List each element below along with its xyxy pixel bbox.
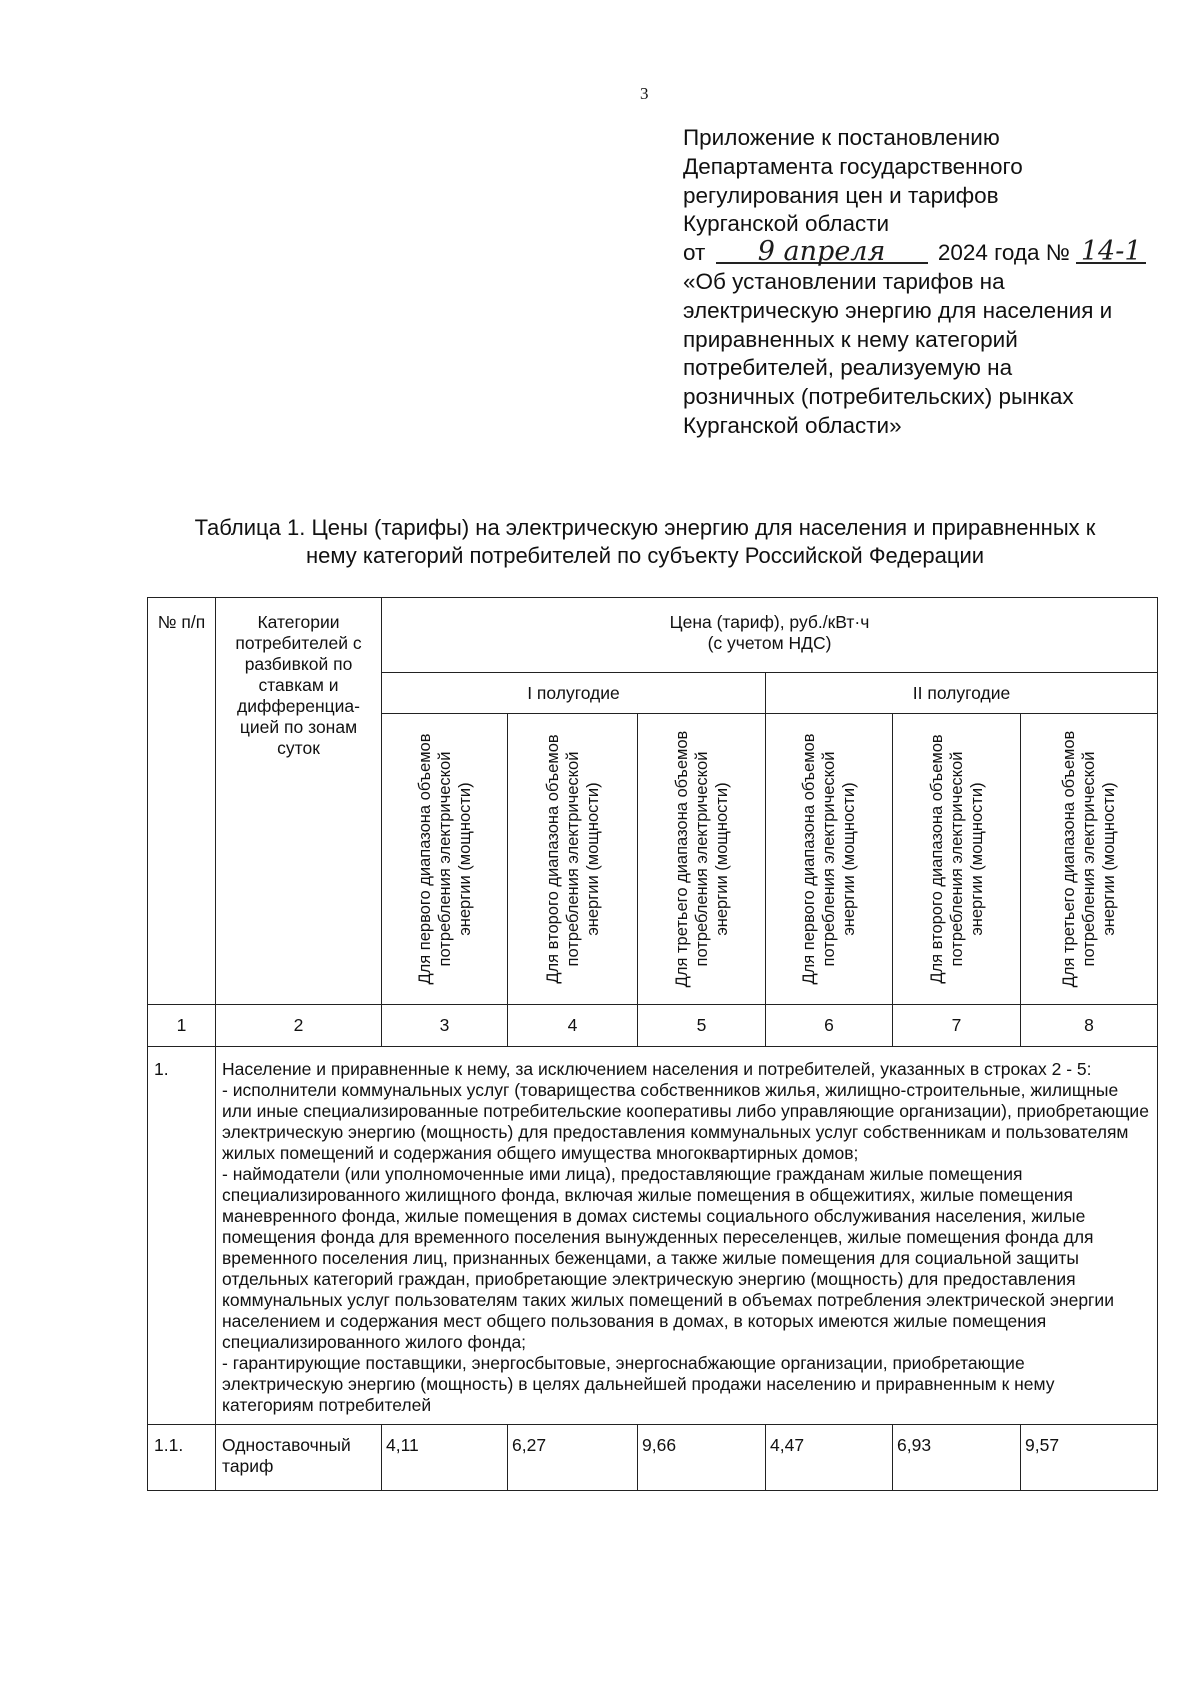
- header-range-text: Для третьего диапазона объемов потребления электрической энергии (мощности): [1060, 730, 1118, 988]
- tariff-table: [147, 597, 1158, 1491]
- header-price-line: (с учетом НДС): [707, 633, 832, 653]
- table-title: [130, 514, 1160, 570]
- appendix-header: [683, 124, 1183, 441]
- header-range: [638, 714, 766, 1005]
- tariff-value: 4,47: [766, 1425, 893, 1491]
- header-range: [382, 714, 508, 1005]
- appendix-line: потребителей, реализуемую на: [683, 355, 1013, 381]
- handwritten-date: 9 апреля: [716, 242, 928, 264]
- appendix-date-line: [683, 236, 1183, 268]
- header-range: [766, 714, 893, 1005]
- row-number: 1.1.: [148, 1425, 216, 1491]
- column-number: 4: [508, 1005, 638, 1047]
- year-text: 2024 года №: [937, 240, 1070, 266]
- header-first-half: I полугодие: [382, 673, 766, 714]
- row-category: Одноставочный тариф: [216, 1425, 382, 1491]
- header-range-text: Для второго диапазона объемов потребления электрической энергии (мощности): [927, 734, 986, 984]
- tariff-value: 6,93: [893, 1425, 1021, 1491]
- column-number: 3: [382, 1005, 508, 1047]
- header-range: [508, 714, 638, 1005]
- section-paragraph: - наймодатели (или уполномоченные ими лица), предоставляющие гражданам жилые помещения специализированного жилищного фонда, включая жилые помещения в общежитиях, жилые помещения маневренного фонда, жилые помещения в домах системы социального обслуживания населения, жилые помещения фонда для временного поселения вынужденных переселенцев, жилые помещения фонда для временного поселения лиц, признанных беженцами, а также жилые помещения для социальной защиты отдельных категорий граждан, приобретающие электрическую энергию (мощность) для предоставления коммунальных услуг пользователям таких жилых помещений в объемах потребления электрической энергии населением и содержания мест общего пользования в домах, в которых имеются жилые помещения специализированного жилого фонда;: [222, 1164, 1114, 1352]
- table-row: [148, 1425, 1158, 1491]
- appendix-line: Курганской области»: [683, 412, 902, 438]
- page-number: 3: [640, 84, 649, 103]
- header-range: [893, 714, 1021, 1005]
- section-paragraph: - исполнители коммунальных услуг (товарищества собственников жилья, жилищно-строительные, жилищные или иные специализированные потребительские кооперативы либо управляющие организации), приобретающие электрическую энергию (мощность) для предоставления коммунальных услуг собственникам и пользователям жилых помещений и содержания общего имущества многоквартирных домов;: [222, 1080, 1149, 1163]
- header-price-line: Цена (тариф), руб./кВт·ч: [669, 612, 870, 632]
- date-prefix: от: [683, 240, 706, 266]
- column-number: 7: [893, 1005, 1021, 1047]
- appendix-line: приравненных к нему категорий: [683, 326, 1018, 352]
- section-paragraph: - гарантирующие поставщики, энергосбытовые, энергоснабжающие организации, приобретающие электрическую энергию (мощность) в целях дальнейшей продажи населению и приравненным к нему категориям потребителей: [222, 1353, 1055, 1415]
- header-range: [1021, 714, 1158, 1005]
- header-category: Категории потребителей с разбивкой по ставкам и дифференциа-цией по зонам суток: [216, 598, 382, 1005]
- handwritten-number: 14-1: [1076, 242, 1146, 264]
- appendix-line: розничных (потребительских) рынках: [683, 384, 1074, 410]
- section-number: 1.: [148, 1047, 216, 1425]
- header-range-text: Для первого диапазона объемов потребления электрической энергии (мощности): [800, 733, 858, 985]
- column-number: 1: [148, 1005, 216, 1047]
- header-range-text: Для первого диапазона объемов потребления электрической энергии (мощности): [415, 733, 474, 985]
- table-title-line: нему категорий потребителей по субъекту Российской Федерации: [305, 543, 985, 568]
- column-number: 8: [1021, 1005, 1158, 1047]
- tariff-value: 9,66: [638, 1425, 766, 1491]
- column-number: 2: [216, 1005, 382, 1047]
- tariff-value: 9,57: [1021, 1425, 1158, 1491]
- column-number-row: [148, 1005, 1158, 1047]
- column-number: 6: [766, 1005, 893, 1047]
- header-second-half: II полугодие: [766, 673, 1158, 714]
- header-range-text: Для второго диапазона объемов потребления электрической энергии (мощности): [543, 734, 602, 984]
- appendix-line: Департамента государственного: [683, 153, 1023, 179]
- section-paragraph: Население и приравненные к нему, за исключением населения и потребителей, указанных в строках 2 - 5:: [222, 1059, 1092, 1079]
- appendix-line: Курганской области: [683, 211, 890, 237]
- column-number: 5: [638, 1005, 766, 1047]
- appendix-line: «Об установлении тарифов на: [683, 268, 1005, 294]
- header-price: [382, 598, 1158, 673]
- section-row: [148, 1047, 1158, 1425]
- appendix-line: электрическую энергию для населения и: [683, 297, 1113, 323]
- header-range-text: Для третьего диапазона объемов потребления электрической энергии (мощности): [672, 730, 731, 988]
- header-number: № п/п: [148, 598, 216, 1005]
- tariff-value: 6,27: [508, 1425, 638, 1491]
- appendix-line: Приложение к постановлению: [683, 125, 1000, 150]
- appendix-line: регулирования цен и тарифов: [683, 182, 999, 208]
- tariff-value: 4,11: [382, 1425, 508, 1491]
- table-title-line: Таблица 1. Цены (тарифы) на электрическую энергию для населения и приравненных к: [194, 515, 1096, 540]
- section-description: [216, 1047, 1158, 1425]
